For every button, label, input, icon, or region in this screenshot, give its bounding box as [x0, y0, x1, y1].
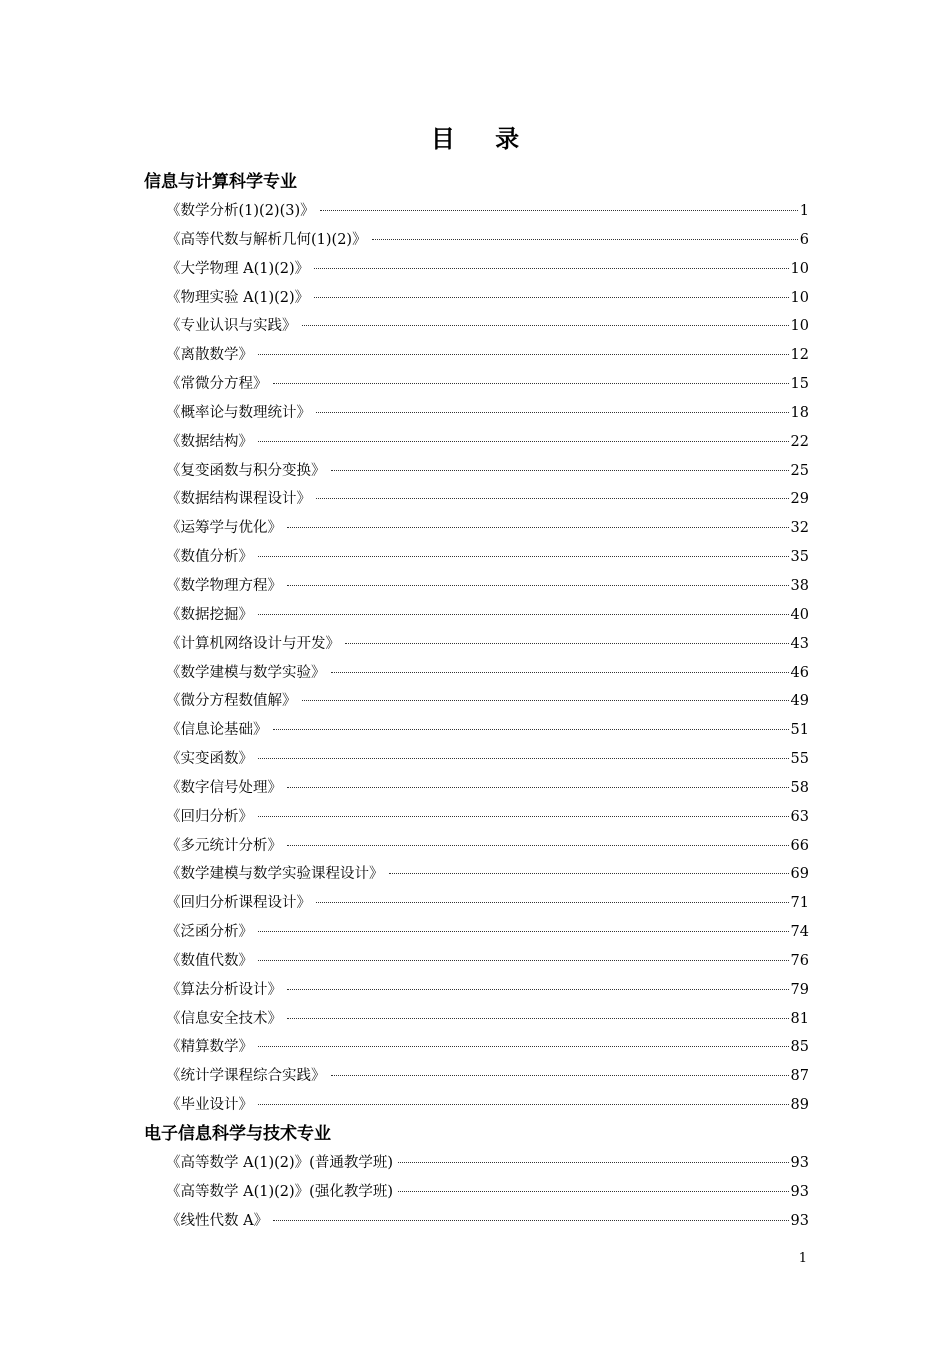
toc-entry[interactable]: [166, 976, 809, 1005]
toc-entry-title: 《数字信号处理》: [166, 779, 282, 796]
dot-leader: [316, 498, 789, 499]
toc-entry[interactable]: [166, 774, 809, 803]
toc-entry-page: 81: [790, 1010, 809, 1027]
toc-entry-page: 12: [790, 347, 809, 364]
toc-entry[interactable]: [166, 659, 809, 688]
toc-entry-title: 《数值分析》: [166, 549, 253, 566]
dot-leader: [331, 672, 789, 673]
toc-entry-page: 32: [790, 520, 809, 537]
dot-leader: [287, 1018, 789, 1019]
toc-entry[interactable]: [166, 543, 809, 572]
toc-entry-page: 89: [790, 1097, 809, 1114]
toc-entry-page: 71: [790, 895, 809, 912]
section-heading: 信息与计算科学专业: [144, 172, 297, 192]
dot-leader: [345, 643, 789, 644]
toc-entry[interactable]: [166, 428, 809, 457]
toc-entry-page: 93: [790, 1212, 809, 1229]
dot-leader: [258, 1046, 789, 1047]
toc-entry-title: 《信息论基础》: [166, 722, 268, 739]
toc-entry[interactable]: [166, 197, 809, 226]
toc-entry[interactable]: [166, 803, 809, 832]
toc-entry[interactable]: [166, 1062, 809, 1091]
toc-entry-title: 《运筹学与优化》: [166, 520, 282, 537]
dot-leader: [389, 873, 789, 874]
toc-entry-page: 15: [790, 376, 809, 393]
toc-entry-title: 《高等代数与解析几何(1)(2)》: [166, 231, 367, 248]
toc-entry-title: 《统计学课程综合实践》: [166, 1068, 326, 1085]
toc-entry[interactable]: [166, 255, 809, 284]
dot-leader: [287, 845, 789, 846]
toc-entry-page: 87: [790, 1068, 809, 1085]
toc-entry[interactable]: [166, 370, 809, 399]
toc-entry[interactable]: [166, 284, 809, 313]
dot-leader: [273, 1220, 788, 1221]
toc-entry-title: 《数学分析(1)(2)(3)》: [166, 203, 315, 219]
dot-leader: [287, 787, 789, 788]
toc-entry-title: 《数值代数》: [166, 952, 253, 969]
toc-entry-title: 《毕业设计》: [166, 1097, 253, 1114]
toc-entry-page: 25: [790, 462, 809, 479]
toc-entry[interactable]: [166, 716, 809, 745]
dot-leader: [258, 960, 789, 961]
toc-entry[interactable]: [166, 1005, 809, 1034]
section-heading: 电子信息科学与技术专业: [144, 1124, 331, 1144]
toc-entry-page: 58: [790, 779, 809, 796]
toc-entry-page: 22: [790, 433, 809, 450]
toc-entry-title: 《数据挖掘》: [166, 606, 253, 623]
toc-entry-page: 35: [790, 549, 809, 566]
dot-leader: [314, 268, 788, 269]
toc-entry-title: 《复变函数与积分变换》: [166, 462, 326, 479]
toc-entry[interactable]: [166, 457, 809, 486]
toc-entry[interactable]: [166, 601, 809, 630]
toc-entry-title: 《离散数学》: [166, 347, 253, 364]
page-number: 1: [798, 1251, 807, 1266]
dot-leader: [320, 210, 798, 211]
dot-leader: [331, 470, 789, 471]
toc-entry-title: 《数学物理方程》: [166, 577, 282, 594]
toc-entry-page: 76: [790, 952, 809, 969]
toc-entry-page: 29: [790, 491, 809, 508]
toc-entry[interactable]: [166, 745, 809, 774]
toc-entry-title: 《计算机网络设计与开发》: [166, 635, 340, 652]
toc-entry-title: 《信息安全技术》: [166, 1010, 282, 1027]
toc-entry-page: 85: [790, 1039, 809, 1056]
dot-leader: [287, 989, 789, 990]
toc-entry[interactable]: [166, 399, 809, 428]
dot-leader: [258, 1104, 789, 1105]
toc-entry-page: 1: [799, 203, 809, 219]
toc-entry[interactable]: [166, 860, 809, 889]
toc-entry-title: 《算法分析设计》: [166, 981, 282, 998]
toc-entry-title: 《泛函分析》: [166, 924, 253, 941]
toc-entry-page: 40: [790, 606, 809, 623]
dot-leader: [258, 931, 789, 932]
toc-entry-page: 66: [790, 837, 809, 854]
toc-entry-title: 《实变函数》: [166, 751, 253, 768]
toc-entry-page: 43: [790, 635, 809, 652]
dot-leader: [398, 1191, 789, 1192]
toc-entry[interactable]: [166, 1149, 809, 1178]
table-of-contents: [144, 168, 809, 1236]
toc-entry[interactable]: [166, 918, 809, 947]
toc-entry-title: 《数据结构》: [166, 433, 253, 450]
toc-entry-title: 《数据结构课程设计》: [166, 491, 311, 508]
dot-leader: [258, 816, 789, 817]
dot-leader: [273, 383, 789, 384]
toc-entry-page: 18: [790, 404, 809, 421]
toc-entry-page: 93: [790, 1183, 809, 1200]
toc-entry[interactable]: [166, 687, 809, 716]
toc-entry-page: 55: [790, 751, 809, 768]
toc-entry[interactable]: [166, 1178, 809, 1207]
toc-entry[interactable]: [166, 947, 809, 976]
toc-entry-page: 49: [790, 693, 809, 710]
dot-leader: [316, 412, 789, 413]
toc-entry-title: 《微分方程数值解》: [166, 693, 297, 710]
toc-entry-title: 《常微分方程》: [166, 376, 268, 393]
toc-entry[interactable]: [166, 1207, 809, 1236]
toc-entry-title: 《高等数学 A(1)(2)》(强化教学班): [166, 1183, 393, 1200]
toc-entry-page: 10: [790, 260, 809, 277]
toc-entry-title: 《数学建模与数学实验课程设计》: [166, 866, 384, 883]
dot-leader: [258, 614, 789, 615]
toc-entry-title: 《回归分析》: [166, 808, 253, 825]
toc-entry-page: 10: [790, 318, 809, 335]
toc-entry[interactable]: [166, 832, 809, 861]
toc-entry-title: 《高等数学 A(1)(2)》(普通教学班): [166, 1155, 393, 1171]
toc-entry-title: 《概率论与数理统计》: [166, 404, 311, 421]
dot-leader: [314, 297, 788, 298]
dot-leader: [372, 239, 798, 240]
toc-entry-page: 6: [799, 231, 809, 248]
dot-leader: [331, 1075, 789, 1076]
toc-entry-page: 93: [790, 1155, 809, 1171]
toc-entry-page: 46: [790, 664, 809, 681]
toc-entry[interactable]: [166, 485, 809, 514]
dot-leader: [258, 354, 789, 355]
toc-entry-title: 《线性代数 A》: [166, 1212, 269, 1229]
toc-entry-page: 63: [790, 808, 809, 825]
toc-entry-title: 《多元统计分析》: [166, 837, 282, 854]
toc-entry-title: 《回归分析课程设计》: [166, 895, 311, 912]
dot-leader: [287, 585, 789, 586]
dot-leader: [258, 441, 789, 442]
toc-entry-title: 《精算数学》: [166, 1039, 253, 1056]
toc-entry-page: 79: [790, 981, 809, 998]
toc-entry[interactable]: [166, 1033, 809, 1062]
dot-leader: [398, 1162, 789, 1163]
toc-entry[interactable]: [166, 889, 809, 918]
dot-leader: [258, 758, 789, 759]
toc-entry[interactable]: [166, 226, 809, 255]
page-title: 目 录: [430, 125, 536, 153]
toc-entry-page: 10: [790, 289, 809, 306]
toc-entry[interactable]: [166, 572, 809, 601]
dot-leader: [258, 556, 789, 557]
toc-entry[interactable]: [166, 514, 809, 543]
toc-entry-title: 《数学建模与数学实验》: [166, 664, 326, 681]
toc-entry-page: 74: [790, 924, 809, 941]
toc-entry-title: 《大学物理 A(1)(2)》: [166, 260, 310, 277]
toc-entry[interactable]: [166, 630, 809, 659]
dot-leader: [316, 902, 789, 903]
toc-entry[interactable]: [166, 312, 809, 341]
toc-entry-title: 《物理实验 A(1)(2)》: [166, 289, 310, 306]
dot-leader: [302, 700, 789, 701]
toc-entry-page: 38: [790, 577, 809, 594]
dot-leader: [287, 527, 789, 528]
dot-leader: [302, 325, 789, 326]
dot-leader: [273, 729, 789, 730]
toc-entry-page: 69: [790, 866, 809, 883]
toc-entry-title: 《专业认识与实践》: [166, 318, 297, 335]
toc-entry[interactable]: [166, 341, 809, 370]
toc-entry-page: 51: [790, 722, 809, 739]
toc-entry[interactable]: [166, 1091, 809, 1120]
